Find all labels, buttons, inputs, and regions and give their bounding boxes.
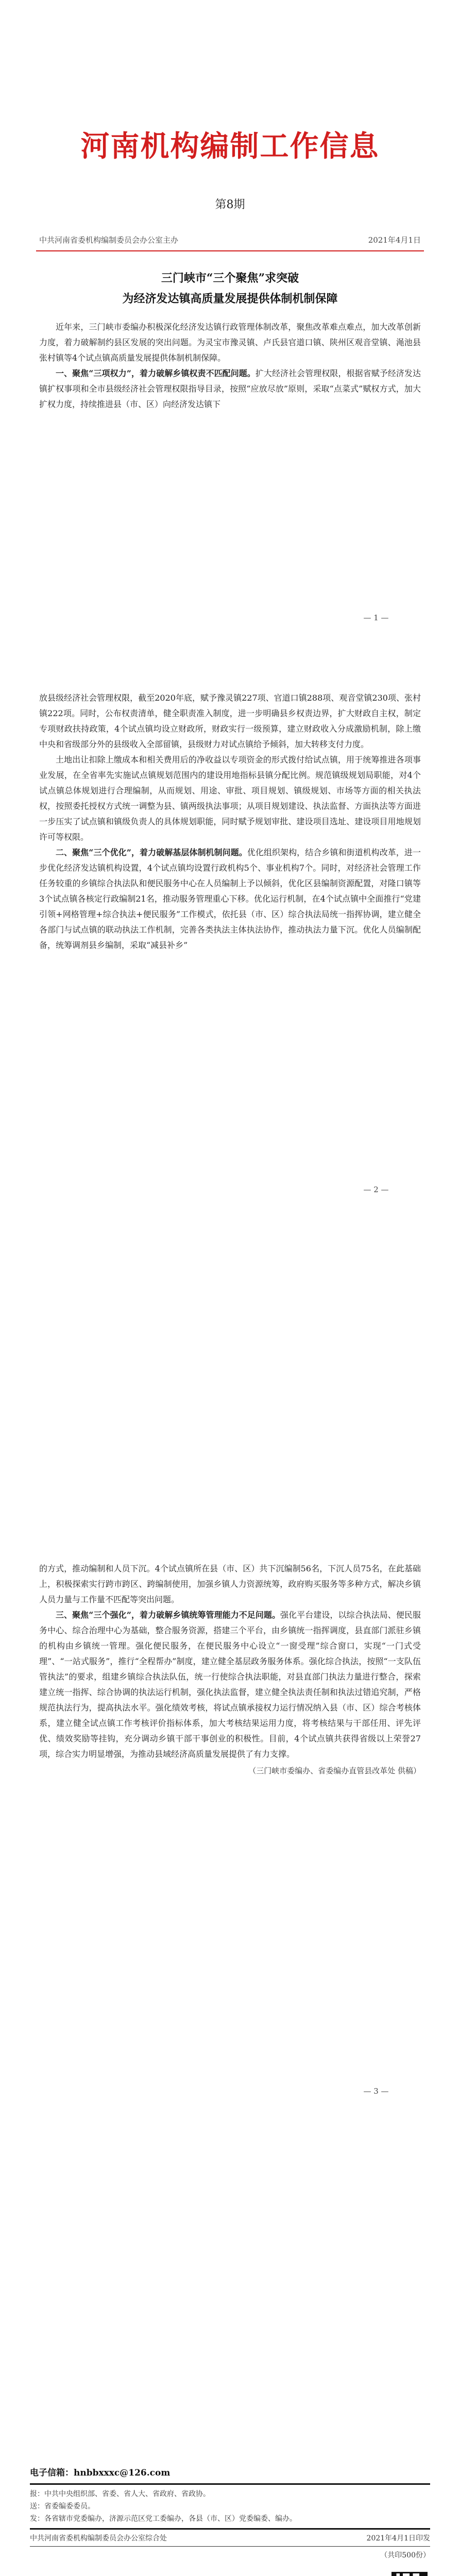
section-text: 扩大经济社会管理权限，根据省赋予经济发达镇扩权事项和全市县级经济社会管理权限指导目录，按照“应放尽放”原则，采取“点菜式”赋权方式，加大扩权力度，持续推进县（市、区）向经济发达镇下	[39, 368, 421, 409]
page-3-body	[39, 1561, 421, 1778]
page-number: — 2 —	[363, 1185, 389, 1194]
header-line	[39, 234, 421, 245]
section-heading: 三、聚焦“三个强化”，着力破解乡镇统筹管理能力不足问题。	[56, 1610, 281, 1620]
page-3	[0, 1504, 460, 2318]
copies-count: （共印500份）	[380, 2551, 430, 2560]
publish-date: 2021年4月1日	[368, 235, 421, 245]
title-line-1: 三门峡市“三个聚焦”求突破	[161, 272, 299, 285]
paragraph: 的方式，推动编制和人员下沉。4个试点镇所在县（市、区）共下沉编制56名，下沉人员75名，在此基础上，积极探索实行跨市跨区、跨编制使用，加强乡镇人力资源统筹，政府购买服务等多种方式，解决乡镇人员力量与工作量不匹配等突出问题。	[39, 1564, 421, 1604]
page-1-body	[39, 319, 421, 412]
divider	[30, 2528, 430, 2530]
divider	[30, 2546, 430, 2547]
distribution-block	[30, 2465, 430, 2560]
page-number: — 3 —	[363, 2087, 389, 2096]
issuer-line	[30, 2533, 430, 2543]
page-1	[0, 0, 460, 634]
issue-number: 第8期	[215, 198, 245, 211]
divider	[30, 2483, 430, 2485]
paragraph	[39, 845, 421, 953]
issuer: 中共河南省委机构编制委员会办公室综合处	[30, 2534, 167, 2543]
paragraph: 近年来，三门峡市委编办积极深化经济发达镇行政管理体制改革，聚焦改革难点难点，加大改革创新力度，着力破解制约县区发展的突出问题。为灵宝市豫灵镇、卢氏县官道口镇、陕州区观音堂镇、渑池县张村镇等4个试点镇高质量发展提供体制机制保障。	[39, 322, 421, 363]
page-2-body	[39, 690, 421, 953]
section-heading: 一、聚焦“三项权力”，着力破解乡镇权责不匹配问题。	[56, 368, 255, 378]
article-title	[0, 268, 460, 309]
paragraph: 土地出让扣除上缴成本和相关费用后的净收益以专项资金的形式拨付给试点镇，用于统筹推进各项事业发展，在全省率先实施试点镇规划范围内的建设用地指标县镇分配比例。规范镇级规划局职能，对4个试点镇总体规划进行合理编制，从而规划、用途、审批、项目规划、镇级规划、市场等方面的相关执法权，按照委托授权方式统一调整为县、镇两级执法事项；从项目规划建设、执法监督、方面执法等方面进一步压实了试点镇和镇级负责人的具体规划职能，同时赋予规划审批、建设项目选址、建设项目用地规划许可等权限。	[39, 755, 421, 842]
section-heading: 二、聚焦“三个优化”，着力破解基层体制机制问题。	[56, 848, 247, 857]
paragraph	[39, 366, 421, 412]
print-date: 2021年4月1日印发	[366, 2534, 430, 2543]
paragraph	[39, 1607, 421, 1762]
section-text: 优化组织架构，结合乡镇和街道机构改革，进一步优化经济发达镇机构设置，4个试点镇均设置行政机构5个、事业机构7个。同时，对经济社会管理工作任务较重的乡镇综合执法队和便民服务中心在人员编制上予以倾斜，优化区县编制资源配置，对隆口镇等3个试点镇各核定行政编制21名，推动服务管理重心下移。优化运行机制，在4个试点镇中全面推行“党建引领+网格管理+综合执法+便民服务”工作模式，依托县（市、区）综合执法局统一指挥协调，建立健全各部门与试点镇的联动执法工作机制，完善各类执法主体执法协作，推动执法力量下沉。优化人员编制配备，统筹调剂县乡编制，采取“减县补乡”	[39, 848, 421, 950]
page-number: — 1 —	[363, 613, 389, 622]
email-line: 电子信箱：hnbbxxxc@126.com	[30, 2468, 171, 2478]
page-2	[0, 634, 460, 1504]
red-divider	[36, 250, 424, 251]
distribution-issue: 发：各省辖市党委编办，济源示范区党工委编办，各县（市、区）党委编委、编办。	[30, 2515, 297, 2523]
signature: （三门峡市委编办、省委编办直管县改革处 供稿）	[248, 1766, 421, 1775]
distribution-send: 送：省委编委委员。	[30, 2502, 95, 2511]
title-line-2: 为经济发达镇高质量发展提供体制机制保障	[122, 292, 338, 306]
distribution-report: 报：中共中央组织部、省委、省人大、省政府、省政协。	[30, 2490, 210, 2498]
publisher: 中共河南省委机构编制委员会办公室主办	[39, 235, 179, 245]
masthead-title: 河南机构编制工作信息	[80, 129, 380, 163]
paragraph: 放县级经济社会管理权限，截至2020年底，赋予豫灵镇227项、官道口镇288项、观音堂镇230项、张村镇222项。同时，公布权责清单，健全职责准入制度，进一步明确县乡权责边界，扩大财政自主权，制定专项财政扶持政策，4个试点镇均设立财政所，财政实行一级预算，建立财政收入分成激励机制，除上缴中央和省级部分外的县级收入全部留镇，县级财力对试点镇给予倾斜，加大转移支付力度。	[39, 693, 421, 749]
qr-code-icon	[391, 2572, 428, 2576]
section-text: 强化平台建设，以综合执法局、便民服务中心、综合治理中心为基础，整合服务资源，搭建三个平台，由乡镇统一指挥调度，县直部门派驻乡镇的机构由乡镇统一管理。强化便民服务，在便民服务中心设立“一窗受理”综合窗口，实现“一门式受理”、“一站式服务”，推行“全程帮办”制度，建立健全基层政务服务体系。强化综合执法，按照“一支队伍管执法”的要求，组建乡镇综合执法队伍，统一行使综合执法职能，对县直部门执法力量进行整合，探索建立统一指挥、综合协调的执法运行机制，强化执法监督，建立健全执法责任制和执法过错追究制，严格规范执法行为，提高执法水平。强化绩效考核，将试点镇承接权力运行情况纳入县（市、区）综合考核体系，建立健全试点镇工作考核评价指标体系，加大考核结果运用力度，将考核结果与干部任用、评先评优、绩效奖励等挂钩，充分调动乡镇干部干事创业的积极性。目前，4个试点镇共获得省级以上荣誉27项，综合实力明显增强，为推动县域经济高质量发展提供了有力支撑。	[39, 1610, 421, 1759]
